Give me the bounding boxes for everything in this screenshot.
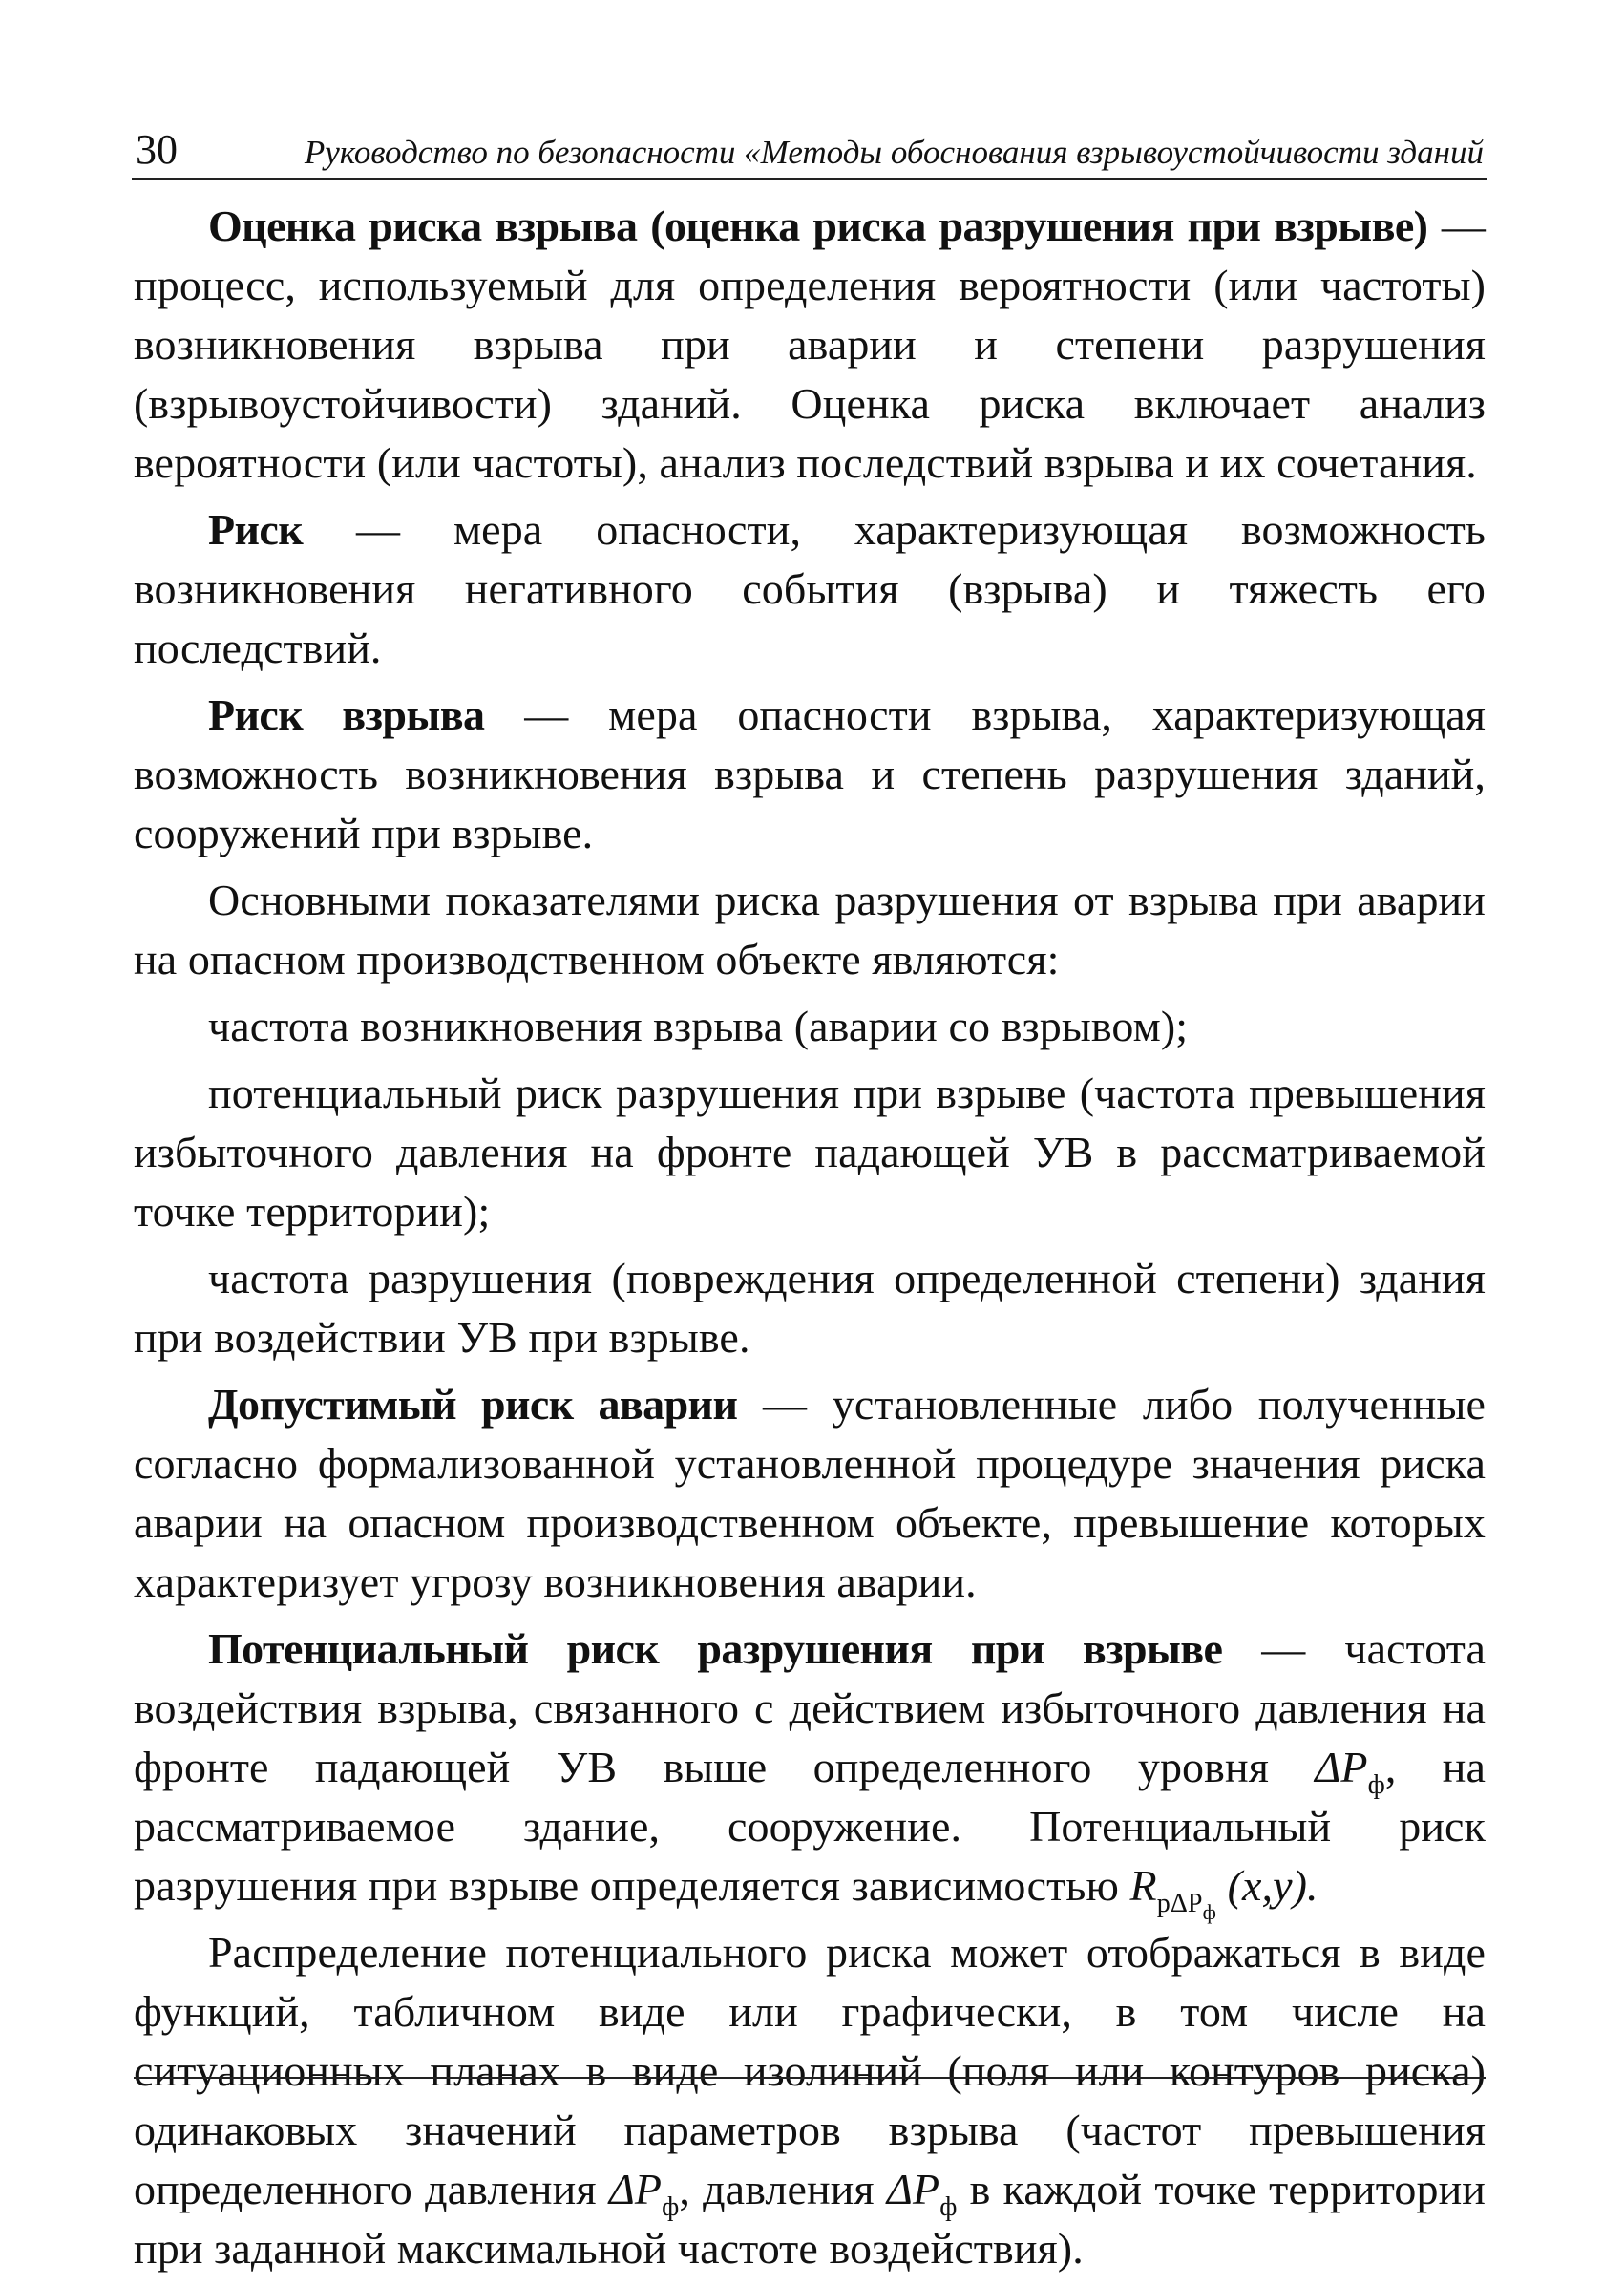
term-risk: Риск: [208, 505, 304, 554]
paragraph-text: , давления: [679, 2165, 887, 2213]
paragraph-main-indicators: [134, 871, 1486, 989]
formula-args: (x,y).: [1215, 1861, 1318, 1910]
bottom-rule: [134, 2077, 1486, 2079]
list-item-text: потенциальный риск разрушения при взрыве (частота превышения избыточного давления на фронте падающей УВ в рассматриваемой точке территории);: [134, 1069, 1486, 1236]
symbol-sub-subscript: ф: [1202, 1900, 1216, 1924]
term-explosion-risk-assessment: Оценка риска взрыва (оценка риска разрушения при взрыве): [208, 201, 1428, 250]
body-text: [134, 197, 1486, 2286]
paragraph-potential-risk: [134, 1619, 1487, 1924]
symbol-subscript: ф: [1367, 1770, 1385, 1800]
paragraph-explosion-risk-assessment: [134, 197, 1486, 493]
list-item-text: частота разрушения (повреждения определенной степени) здания при воздействии УВ при взрыве.: [134, 1254, 1486, 1362]
paragraph-text: Основными показателями риска разрушения от взрыва при аварии на опасном производственном объекте являются:: [134, 876, 1486, 984]
paragraph-risk-distribution: [134, 1923, 1486, 2278]
definition-text: — частота воздействия взрыва, связанного с действием избыточного давления на фронте падающей УВ выше определенного уровня: [134, 1624, 1486, 1791]
paragraph-text: Распределение потенциального риска может отображаться в виде функций, табличном виде или графически, в том числе на ситуационных планах в виде изолиний (поля или контуров риска) одинаковых значений параметров взрыва (частот превышения определенного давления: [134, 1928, 1486, 2213]
paragraph-text: в каждой точке территории при заданной максимальной частоте воздействия).: [134, 2165, 1487, 2273]
list-item-text: частота возникновения взрыва (аварии со взрывом);: [208, 1002, 1189, 1050]
term-acceptable-risk: Допустимый риск аварии: [208, 1380, 738, 1429]
symbol-r: R: [1129, 1861, 1157, 1910]
definition-text: — процесс, используемый для определения вероятности (или частоты) возникновения взрыва при аварии и степени разрушения (взрывоустойчивости) зданий. Оценка риска включает анализ вероятности (или частоты), анализ последствий взрыва и их сочетания.: [134, 201, 1486, 487]
symbol-subscript: [1156, 1889, 1216, 1924]
list-item: [134, 1249, 1486, 1367]
definition-text: — установленные либо полученные согласно формализованной установленной процедуре значения риска аварии на опасном производственном объекте, превышение которых характеризует угрозу возникновения аварии.: [134, 1380, 1486, 1606]
term-potential-risk: Потенциальный риск разрушения при взрыве: [208, 1624, 1223, 1673]
paragraph-explosion-risk: [134, 686, 1486, 863]
running-title: Руководство по безопасности «Методы обоснования взрывоустойчивости зданий: [304, 134, 1484, 171]
page-header: [132, 126, 1487, 180]
page-number: 30: [136, 126, 178, 173]
list-item: [134, 997, 1486, 1056]
symbol-subscript: ф: [662, 2192, 680, 2222]
definition-text: — мера опасности, характеризующая возможность возникновения негативного события (взрыва) и тяжесть его последствий.: [134, 505, 1486, 672]
list-item: [134, 1064, 1486, 1241]
paragraph-risk: [134, 500, 1486, 678]
symbol-delta-p: ΔP: [886, 2165, 940, 2213]
definition-text: — мера опасности взрыва, характеризующая возможность возникновения взрыва и степень разрушения зданий, сооружений при взрыве.: [134, 690, 1486, 857]
symbol-delta-p: ΔP: [1315, 1743, 1368, 1791]
paragraph-acceptable-risk: [134, 1375, 1486, 1612]
symbol-subscript: ф: [939, 2192, 958, 2222]
definition-text: , на рассматриваемое здание, сооружение. Потенциальный риск разрушения при взрыве определяется зависимостью: [134, 1743, 1487, 1910]
term-explosion-risk: Риск взрыва: [208, 690, 485, 739]
symbol-subscript-text: рΔP: [1156, 1889, 1203, 1918]
symbol-delta-p: ΔP: [608, 2165, 663, 2213]
